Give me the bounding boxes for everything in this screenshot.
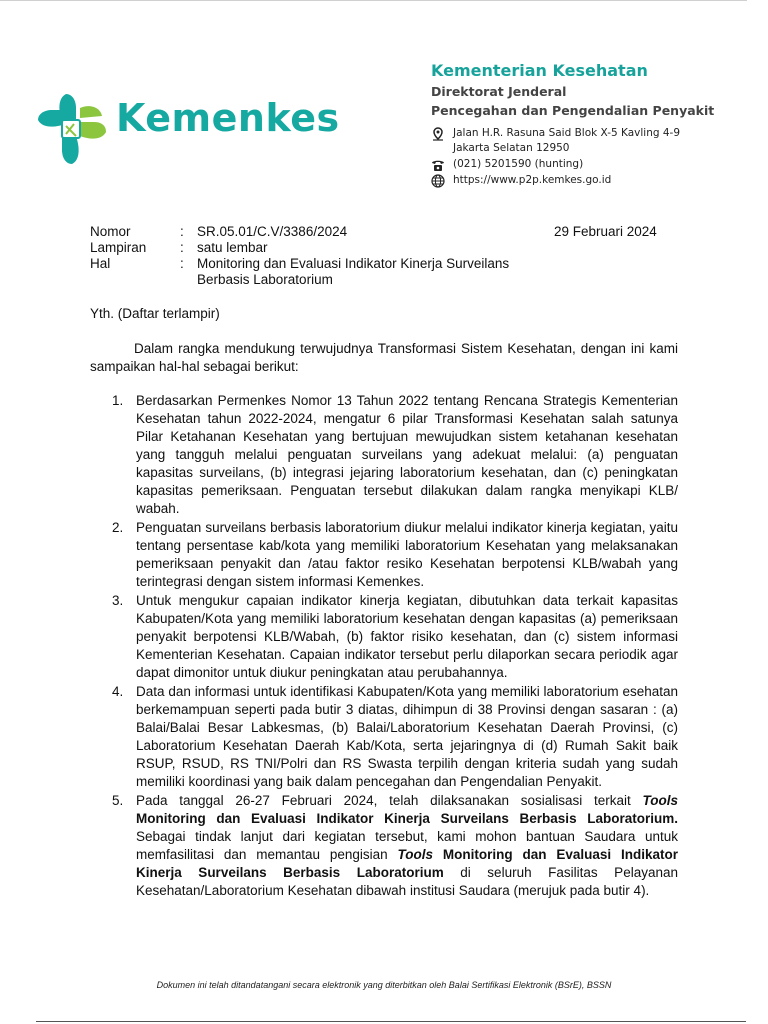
point-text: Penguatan surveilans berbasis laboratorium diukur melalui indikator kinerja kegiatan, yaitu tentang persentase kab/kota yang memiliki laboratorium Kesehatan yang melaksanakan pemeriksaan penyakit dan /atau faktor resiko Kesehatan berpotensi KLB/wabah yang terintegrasi dengan sistem informasi Kemenkes. [136,520,678,589]
footer-rule [36,1021,746,1022]
attachment-colon: : [180,240,184,255]
subject-colon: : [180,256,184,271]
list-item [90,392,678,518]
intro-paragraph: Dalam rangka mendukung terwujudnya Transformasi Sistem Kesehatan, dengan ini kami sampaikan hal-hal sebagai berikut: [90,341,678,374]
point-text [136,793,678,898]
point-number: 3. [112,593,124,608]
subject-row [90,256,670,290]
brand-wordmark: Kemenkes [116,96,340,140]
point5-bold-2: Monitoring dan Evaluasi Indikator Kinerja Surveilans Berbasis Laboratorium [136,847,678,880]
e-signature-note: Dokumen ini telah ditandatangani secara elektronik yang diterbitkan oleh Balai Sertifikasi Elektronik (BSrE), BSSN [156,980,612,990]
number-colon: : [180,224,184,239]
points-list [90,392,678,900]
address-line-2: Jakarta Selatan 12950 [453,142,570,154]
attachment-value: satu lembar [197,240,268,255]
organization-block [431,60,761,120]
point5-tools-1: Tools [642,793,678,808]
globe-icon [431,174,445,188]
point-number: 4. [112,684,124,699]
point-number: 1. [112,393,124,408]
point-number: 2. [112,520,124,535]
division-name: Pencegahan dan Pengendalian Penyakit [431,103,715,118]
kemenkes-emblem-icon [36,92,108,166]
contact-block [431,126,751,188]
letter-body [90,340,678,901]
number-value: SR.05.01/C.V/3386/2024 [197,224,348,239]
address-row [431,126,751,156]
directorate-name: Direktorat Jenderal [431,84,567,99]
point-text: Data dan informasi untuk identifikasi Kabupaten/Kota yang memiliki laboratorium esehatan berkemampuan seperti pada butir 3 diatas, dihimpun di 38 Provinsi dengan sasaran : (a) Balai/Balai Besar Labkesmas, (b) Balai/Laboratorium Kesehatan Daerah Provinsi, (c) Laboratorium Kesehatan Daerah Kab/Kota, serta jejaringnya di (d) Rumah Sakit baik RSUP, RSUD, RS TNI/Polri dan RS Swasta terpilih dengan kriteria sudah yang sudah memiliki koordinasi yang baik dalam pencegahan dan Pengendalian Penyakit. [136,684,678,789]
attachment-row [90,240,670,256]
point5-text-2: Sebagai tindak lanjut dari kegiatan tersebut, kami mohon bantuan Saudara untuk memfasilitasi dan memantau pengisian [136,829,678,862]
list-item [90,683,678,791]
ministry-name: Kementerian Kesehatan [431,61,648,80]
point5-text-1: Pada tanggal 26-27 Februari 2024, telah dilaksanakan sosialisasi terkait [136,793,643,808]
addressee: Yth. (Daftar terlampir) [90,306,220,321]
list-item [90,519,678,591]
point5-tools-2: Tools [397,847,434,862]
point-number: 5. [112,793,124,808]
point5-bold-1: Monitoring dan Evaluasi Indikator Kinerja Surveilans Berbasis Laboratorium. [136,811,678,826]
number-label: Nomor [90,224,131,239]
website-url[interactable]: https://www.p2p.kemkes.go.id [453,174,612,186]
phone-number: (021) 5201590 (hunting) [453,158,584,170]
phone-row [431,157,751,172]
kemenkes-logo [36,88,340,168]
letter-date: 29 Februari 2024 [554,224,657,239]
list-item [90,592,678,682]
website-row [431,173,751,188]
subject-label: Hal [90,256,111,271]
subject-value: Monitoring dan Evaluasi Indikator Kinerja Surveilans Berbasis Laboratorium [197,256,510,287]
address-line-1: Jalan H.R. Rasuna Said Blok X-5 Kavling 4-9 [453,127,681,139]
attachment-label: Lampiran [90,240,147,255]
point5-text-3: di seluruh Fasilitas Pelayanan Kesehatan/Laboratorium Kesehatan dibawah institusi Saudara (merujuk pada butir 4). [136,865,678,898]
point-text: Untuk mengukur capaian indikator kinerja kegiatan, dibutuhkan data terkait kapasitas Kabupaten/Kota yang memiliki laboratorium kesehatan dengan kapasitas (a) pemeriksaan penyakit berpotensi KLB/Wabah, (b) faktor risiko kesehatan, dan (c) sistem informasi Kementerian Kesehatan. Capaian indikator tersebut perlu dilaporkan secara periodik agar dapat dimonitor untuk diukur peningkatan atau perubahannya. [136,593,678,680]
list-item [90,792,678,900]
phone-icon [431,158,445,172]
point-text: Berdasarkan Permenkes Nomor 13 Tahun 2022 tentang Rencana Strategis Kementerian Kesehatan tahun 2022-2024, mengatur 6 pilar Transformasi Kesehatan salah satunya Pilar Ketahanan Kesehatan yang bertujuan mewujudkan sistem ketahanan kesehatan yang tangguh melalui penguatan surveilans yang adekuat melalui: (a) penguatan kapasitas surveilans, (b) integrasi jejaring laboratorium kesehatan, dan (c) peningkatan kapasitas pemeriksaan. Penguatan tersebut dilakukan dalam rangka menyikapi KLB/ wabah. [136,393,678,516]
map-pin-icon [431,127,445,141]
page-top-rule [0,0,747,1]
